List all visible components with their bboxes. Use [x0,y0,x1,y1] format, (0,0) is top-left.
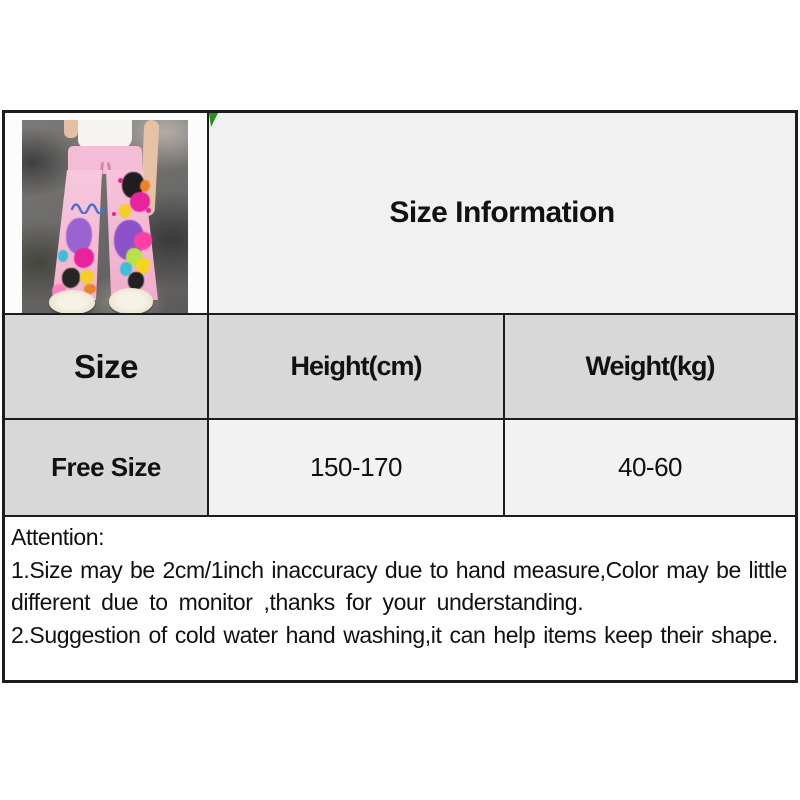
left-shoe [49,290,95,313]
model-crop-top [78,120,132,148]
graffiti-dot [112,212,116,216]
size-information-table [2,110,798,683]
attention-line-3: 2.Suggestion of cold water hand washing,it can help items keep their shape. [11,621,778,648]
size-value-cell: Free Size [5,420,207,515]
attention-line-1: 1.Size may be 2cm/1inch inaccuracy due to hand measure,Color may be little [11,556,787,583]
graffiti-dot [118,178,123,183]
product-photo [22,120,188,313]
attention-row [5,515,795,680]
blue-scribble-logo [70,200,106,219]
attention-line-2: different due to monitor ,thanks for your understanding. [11,589,584,615]
column-header-weight: Weight(kg) [503,315,795,418]
table-header-row [5,313,795,418]
product-photo-cell [5,113,207,313]
title-row [5,113,795,313]
attention-notes [5,517,795,680]
height-value-cell: 150-170 [207,420,503,515]
graffiti-dot [146,208,151,213]
model-shoulder [64,120,78,138]
column-header-size: Size [5,315,207,418]
right-shoe [109,288,153,313]
attention-label: Attention: [11,524,105,550]
pants-waistband [68,146,142,174]
column-header-height: Height(cm) [207,315,503,418]
title-cell [207,113,795,313]
weight-value-cell: 40-60 [503,420,795,515]
green-corner-marker-icon [209,113,218,127]
table-row [5,418,795,515]
page-title: Size Information [389,196,615,229]
